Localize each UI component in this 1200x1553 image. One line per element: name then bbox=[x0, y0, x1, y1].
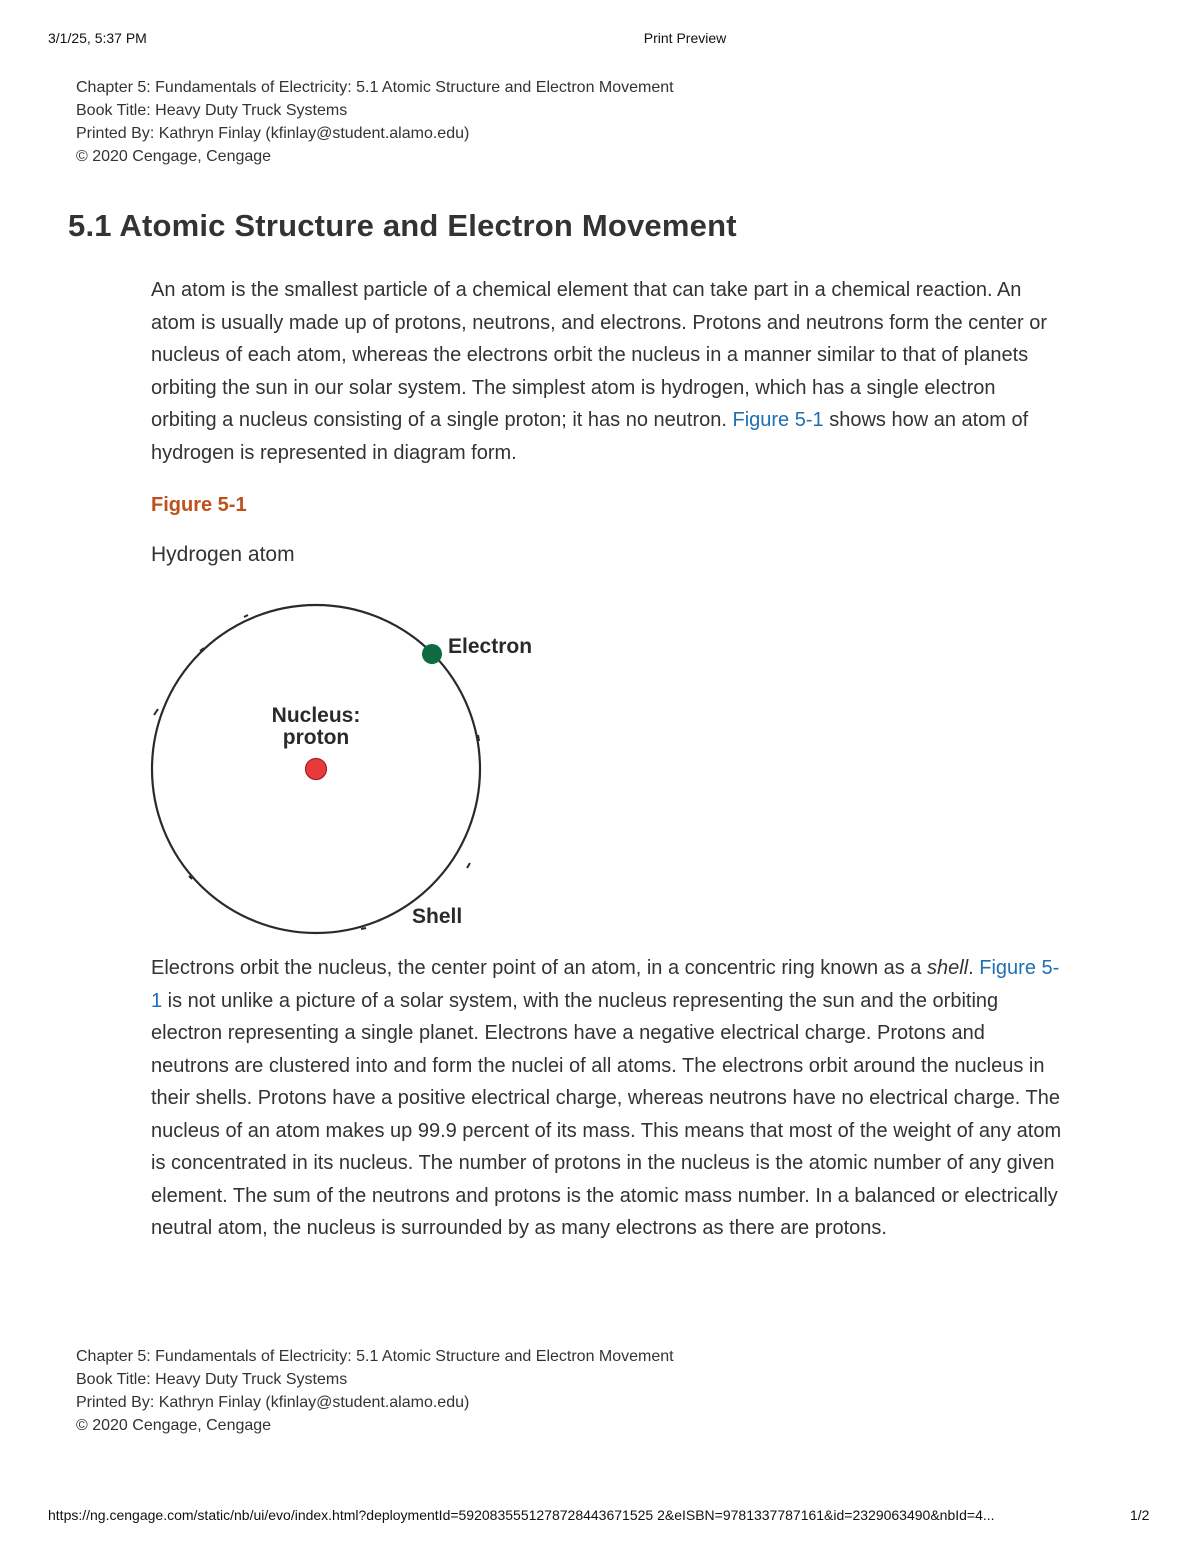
citation-chapter-bottom: Chapter 5: Fundamentals of Electricity: 5.1 Atomic Structure and Electron Movement bbox=[76, 1348, 674, 1365]
citation-block-top bbox=[76, 76, 674, 168]
citation-block-bottom bbox=[76, 1345, 674, 1437]
figure-caption: Hydrogen atom bbox=[151, 543, 295, 566]
shell-text-before: Electrons orbit the nucleus, the center point of an atom, in a concentric ring known as a bbox=[151, 957, 927, 979]
citation-book-title-bottom: Book Title: Heavy Duty Truck Systems bbox=[76, 1371, 348, 1388]
electron-icon bbox=[422, 644, 442, 664]
electron-label: Electron bbox=[448, 635, 533, 658]
print-url: https://ng.cengage.com/static/nb/ui/evo/index.html?deploymentId=5920835551278728443671525 2&eISBN=9781337787161&id=2329063490&nbId=4... bbox=[48, 1507, 995, 1523]
nucleus-label-line2: proton bbox=[282, 726, 350, 749]
shell-paragraph bbox=[151, 952, 1066, 1245]
figure-link-2[interactable]: Figure 5-1 bbox=[151, 957, 1060, 1012]
citation-chapter: Chapter 5: Fundamentals of Electricity: 5.1 Atomic Structure and Electron Movement bbox=[76, 79, 674, 96]
citation-printed-by: Printed By: Kathryn Finlay (kfinlay@student.alamo.edu) bbox=[76, 125, 470, 142]
shell-text-after: is not unlike a picture of a solar system, with the nucleus representing the sun and the orbiting electron representing a single planet. Electrons have a negative electrical charge. Protons and neutrons are clustered into and form the nuclei of all atoms. The electrons orbit around the nucleus in their shells. Protons have a positive electrical charge, whereas neutrons have no electrical charge. The nucleus of an atom makes up 99.9 percent of its mass. This means that most of the weight of any atom is concentrated in its nucleus. The number of protons in the nucleus is the atomic number of any given element. The sum of the neutrons and protons is the atomic mass number. In a balanced or electrically neutral atom, the nucleus is surrounded by as many electrons as there are protons. bbox=[151, 989, 1062, 1239]
figure-link[interactable]: Figure 5-1 bbox=[732, 409, 824, 431]
page-title: 5.1 Atomic Structure and Electron Movement bbox=[68, 208, 737, 243]
intro-paragraph bbox=[151, 274, 1066, 469]
proton-icon bbox=[306, 759, 327, 780]
figure-label: Figure 5-1 bbox=[151, 494, 247, 516]
citation-book-title: Book Title: Heavy Duty Truck Systems bbox=[76, 102, 348, 119]
print-datetime: 3/1/25, 5:37 PM bbox=[48, 30, 147, 46]
intro-text-after: shows how an atom of hydrogen is represented in diagram form. bbox=[151, 409, 1029, 464]
shell-label: Shell bbox=[412, 905, 463, 928]
shell-term: shell bbox=[927, 957, 969, 979]
hydrogen-atom-diagram bbox=[140, 595, 560, 940]
shell-text-middle: . bbox=[968, 957, 980, 979]
nucleus-label-line1: Nucleus: bbox=[271, 704, 361, 727]
page-number: 1/2 bbox=[1130, 1507, 1150, 1523]
citation-copyright-bottom: © 2020 Cengage, Cengage bbox=[76, 1417, 272, 1434]
citation-copyright: © 2020 Cengage, Cengage bbox=[76, 148, 272, 165]
print-preview-title: Print Preview bbox=[643, 30, 727, 46]
print-header bbox=[0, 30, 1200, 50]
citation-printed-by-bottom: Printed By: Kathryn Finlay (kfinlay@student.alamo.edu) bbox=[76, 1394, 470, 1411]
intro-text-before: An atom is the smallest particle of a chemical element that can take part in a chemical reaction. An atom is usually made up of protons, neutrons, and electrons. Protons and neutrons form the center or nucleus of each atom, whereas the electrons orbit the nucleus in a manner similar to that of planets orbiting the sun in our solar system. The simplest atom is hydrogen, which has a single electron orbiting a nucleus consisting of a single proton; it has no neutron. bbox=[151, 279, 1048, 431]
